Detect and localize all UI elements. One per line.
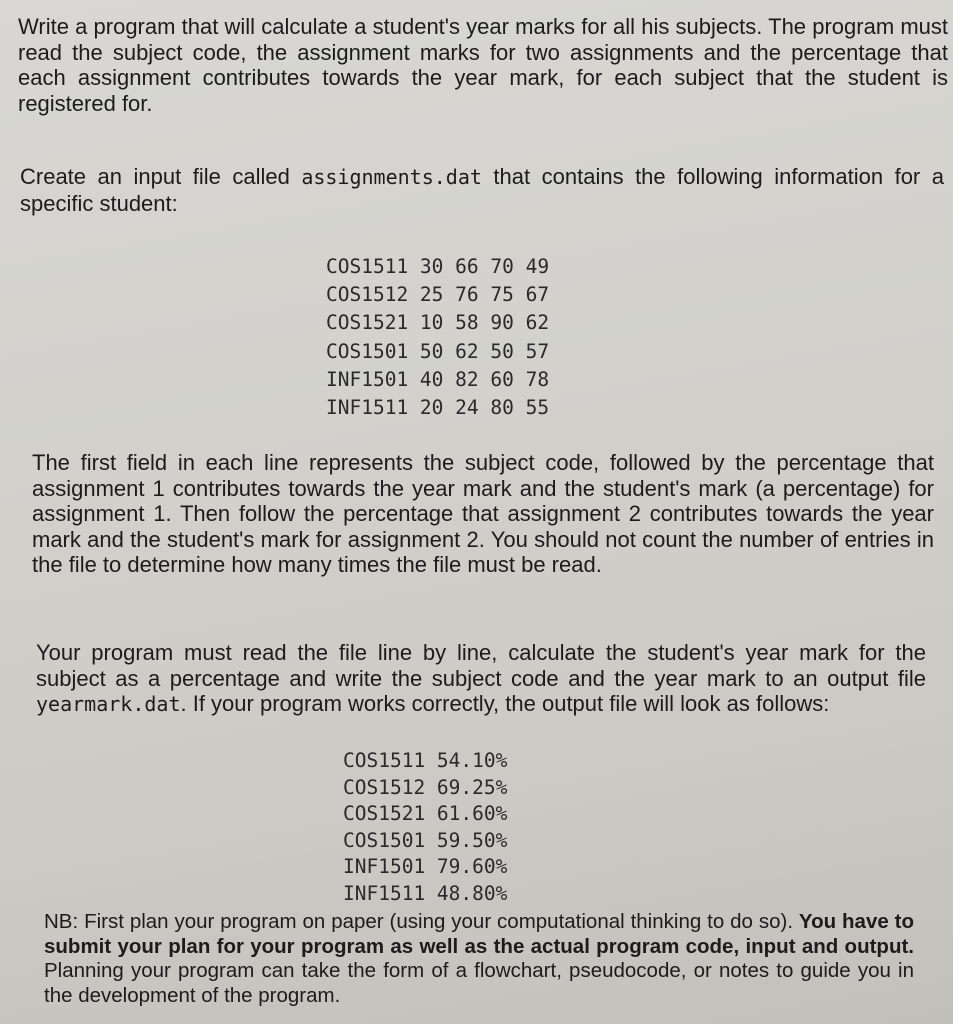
output-line: INF1511 48.80% [343,881,508,905]
input-line: COS1521 10 58 90 62 [326,311,550,335]
output-file-contents [343,748,507,907]
create-file-paragraph [20,164,944,216]
note-suffix: Planning your program can take the form of a flowchart, pseudocode, or notes to guide you in the development of the program. [44,959,914,1007]
create-file-suffix: that contains the following information for a specific student: [20,164,944,216]
input-line: INF1511 20 24 80 55 [326,396,550,420]
input-filename: assignments.dat [301,165,482,189]
note-prefix: NB: First plan your program on paper (using your computational thinking to do so). [44,910,799,933]
input-line: COS1501 50 62 50 57 [326,339,550,363]
output-instr-prefix: Your program must read the file line by line, calculate the student's year mark for the subject as a percentage and write the subject code and the year mark to an output file [36,640,926,691]
intro-paragraph: Write a program that will calculate a student's year marks for all his subjects. The program must read the subject code, the assignment marks for two assignments and the percentage that each assignment contributes towards the year mark, for each subject that the student is registered for. [18,14,948,116]
output-line: COS1512 69.25% [343,775,508,799]
output-line: INF1501 79.60% [343,855,508,878]
output-instr-suffix: . If your program works correctly, the output file will look as follows: [180,691,830,716]
explanation-paragraph: The first field in each line represents the subject code, followed by the percentage that assignment 1 contributes towards the year mark and the student's mark (a percentage) for assignment 1. Then follow the percentage that assignment 2 contributes towards the year mark and the student's mark for assignment 2. You should not count the number of entries in the file to determine how many times the file must be read. [32,450,934,577]
output-line: COS1511 54.10% [343,749,508,772]
note-paragraph [44,910,914,1008]
note-bold: You have to submit your plan for your program as well as the actual program code, input and output. [44,910,914,958]
input-line: INF1501 40 82 60 78 [326,367,550,391]
output-filename: yearmark.dat [36,692,181,716]
input-line: COS1512 25 76 75 67 [326,283,550,307]
input-line: COS1511 30 66 70 49 [326,255,550,278]
output-line: COS1521 61.60% [343,802,508,825]
create-file-prefix: Create an input file called [20,164,302,189]
output-instruction-paragraph [36,640,926,718]
input-file-contents [326,253,549,422]
output-line: COS1501 59.50% [343,828,508,852]
